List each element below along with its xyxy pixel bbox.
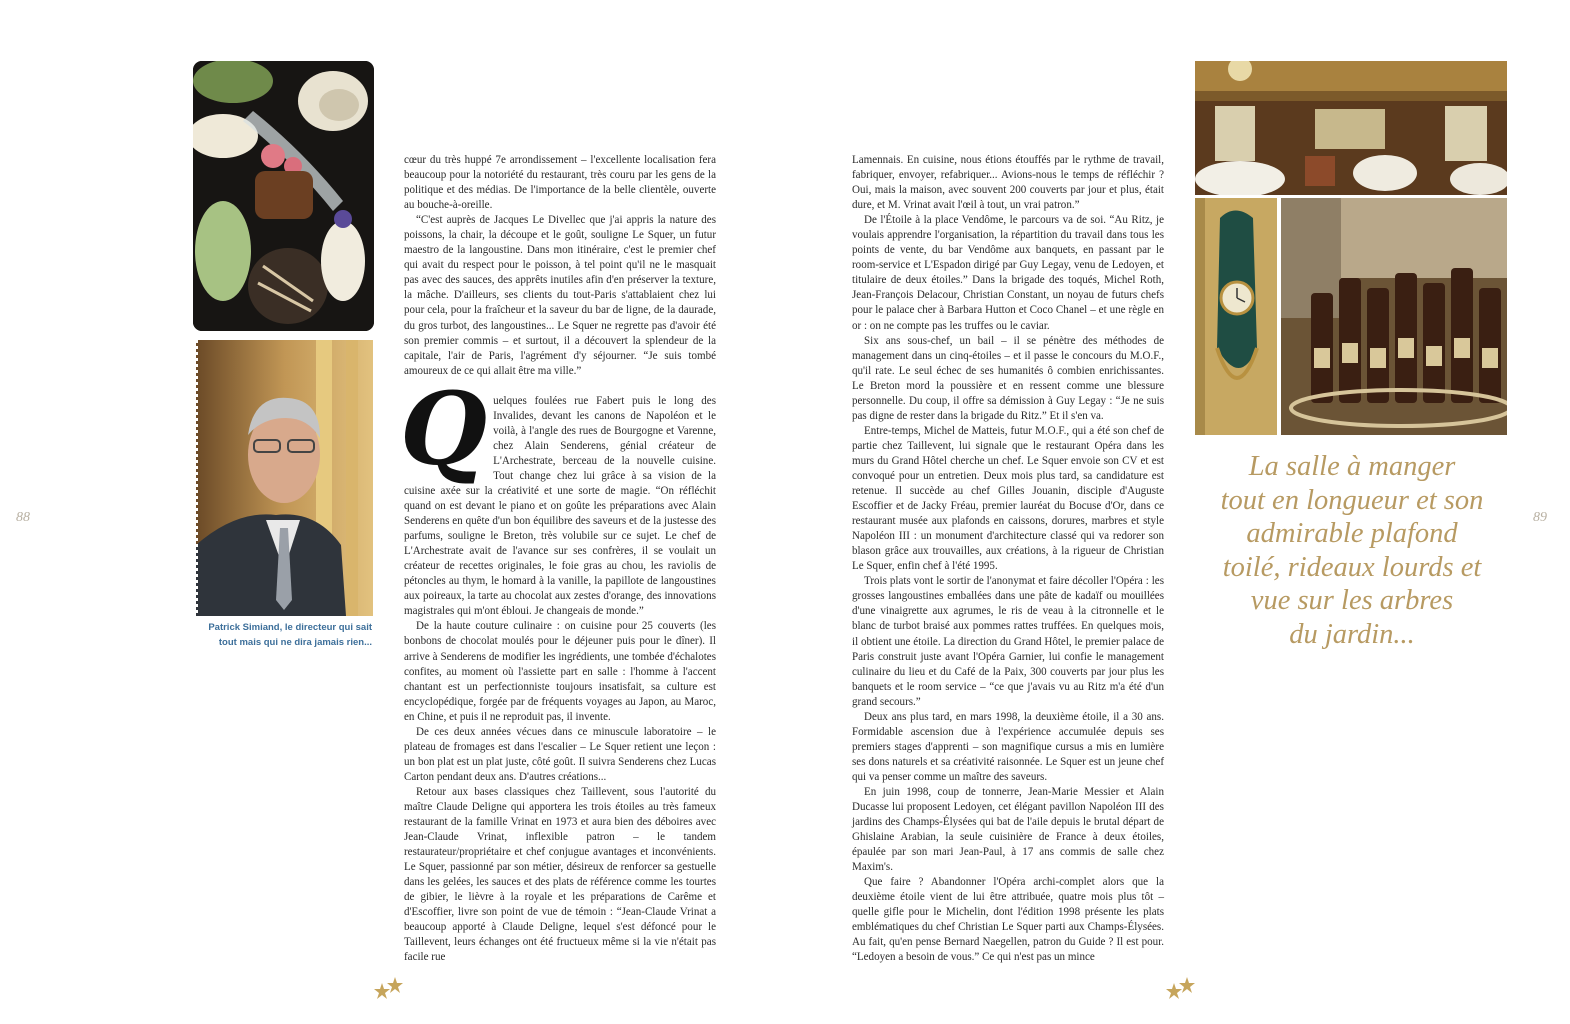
quote-line: vue sur les arbres <box>1250 585 1454 616</box>
dining-room-photo <box>1195 61 1507 195</box>
quote-line: toilé, rideaux lourds et <box>1222 551 1482 583</box>
article-column-2 <box>852 153 1164 966</box>
paragraph: Six ans sous-chef, un bail – il se pénètre des méthodes de management dans un cinq-étoiles – et il passe le concours du M.O.F., qu'il rate. Le seul échec de ses humanités ô combien enrichissantes. Le Breton mord la poussière et en ressent comme une blessure personnelle. Du coup, il offre sa démission à Guy Legay : “Je ne suis pas digne de rester dans la brigade du Ritz.” Et il s'en va. <box>852 334 1164 422</box>
page-number-left: 88 <box>16 510 30 525</box>
paragraph: Lamennais. En cuisine, nous étions étouffés par le rythme de travail, fabriquer, envoyer, refabriquer... Avions-nous le temps de réfléchir ? Oui, mais la maison, avec souvent 200 couverts par jour et plus, était dure, et M. Vrinat avait l'œil à tout, un vrai patron.” <box>852 154 1164 212</box>
caption-line-1: Patrick Simiand, le directeur qui sait <box>208 622 372 633</box>
plated-dish-photo <box>193 61 374 331</box>
portrait-caption <box>196 620 372 650</box>
ornate-clock-photo <box>1195 198 1277 435</box>
paragraph: Deux ans plus tard, en mars 1998, la deuxième étoile, il a 30 ans. Formidable ascension due à l'expérience accumulée depuis ses premiers stages d'apprenti – son magnifique cursus a mis en lumière ses dons naturels et sa créativité raisonnée. Le Squer est un jeune chef qui va penser comme un maître des saveurs. <box>852 710 1164 783</box>
paragraph: En juin 1998, coup de tonnerre, Jean-Marie Messier et Alain Ducasse lui proposent Ledoyen, cet élégant pavillon Napoléon III des jardins des Champs-Élysées qui bat de l'aile depuis le brutal départ de Ghislaine Arabian, la seule cuisinière de France à deux étoiles, épaulée par son mari Jean-Paul, à 17 ans commis de salle chez Maxim's. <box>852 785 1164 874</box>
paragraph: De la haute couture culinaire : on cuisine pour 25 couverts (les bonbons de chocolat moulés pour le déjeuner puis pour le dîner). Il arrive à Senderens de modifier les ingrédients, une tombée d'échalotes confites, au moment où l'assiette part en salle : l'homme à l'accent chantant est un perfectionniste toujours insatisfait, sa culture est encyclopédique, forgée par de fréquents voyages au Japon, au Maroc, en Chine, et puis il ne reproduit pas, il invente. <box>404 620 716 723</box>
pull-quote <box>1220 450 1484 651</box>
paragraph: Entre-temps, Michel de Matteis, futur M.O.F., qui a été son chef de partie chez Taillevent, lui signale que le restaurant Opéra dans les murs du Grand Hôtel cherche un chef. Le Squer envoie son CV et est convoqué pour un entretien. Deux mois plus tard, sa candidature est retenue. Il succède au chef Gilles Jouanin, disciple d'Auguste Escoffier et de Jacky Fréau, premier lauréat du Bocuse d'Or, dans ce restaurant musée aux plafonds en caissons, dorures, marbres et style Napoléon III : un monument d'architecture classé qui va redorer son blason grâce aux trouvailles, aux créations, à la rigueur de Christian Le Squer, enfin chef à l'été 1995. <box>852 424 1164 573</box>
caption-line-2: tout mais qui ne dira jamais rien... <box>218 637 372 648</box>
paragraph: De ces deux années vécues dans ce minuscule laboratoire – le plateau de fromages est dans l'escalier – Le Squer retient une leçon : un bon plat est un plat juste, côté goût. Il suivra Senderens chez Lucas Carton pendant deux ans. D'autres créations... <box>404 725 716 783</box>
article-column-1 <box>400 153 716 965</box>
paragraph: “C'est auprès de Jacques Le Divellec que j'ai appris la nature des poissons, la chair, la découpe et le goût, souligne Le Squer, un futur maestro de la langoustine. Dans mon itinéraire, c'est le premier chef qui avait du respect pour le poisson, à tel point qu'il ne le masquait pas avec des sauces, des apprêts inutiles afin d'en préserver la texture, la mâche. D'ailleurs, ses clients du tout-Paris s'attablaient chez lui pour cela, pour la fraîcheur et la saveur du bar de ligne, de la daurade, du gros turbot, des langoustines... Le Squer ne regrette pas d'avoir été son premier commis – et surtout, il a découvert la splendeur de la capitale, l'air de Paris, l'agrément d'y séjourner. “Je suis tombé amoureux de ce qui allait être ma ville.” <box>404 214 716 377</box>
quote-line: du jardin... <box>1289 618 1415 650</box>
quote-line: tout en longueur et son <box>1220 484 1484 516</box>
stamp-edge <box>194 340 198 616</box>
paragraph-with-dropcap <box>400 369 716 620</box>
liqueur-trolley-photo <box>1281 198 1507 435</box>
paragraph: cœur du très huppé 7e arrondissement – l'excellente localisation fera beaucoup pour la notoriété du restaurant, très couru par les gens de la politique et des médias. De l'importance de la belle clientèle, ouverte au bouche-à-oreille. <box>404 154 716 212</box>
drop-cap: Q <box>400 369 488 488</box>
quote-line: La salle à manger <box>1248 451 1456 482</box>
paragraph: Que faire ? Abandonner l'Opéra archi-complet alors que la deuxième étoile vient de lui être attribuée, quatre mois plus tôt – quelle gifle pour le Michelin, dont l'édition 1998 présente les plats emblématiques du chef Christian Le Squer parti aux Champs-Élysées. Au fait, qu'en pense Bernard Naegellen, patron du Guide ? Il est pour. “Ledoyen a besoin de vous.” Ce qui n'est pas un mince <box>852 876 1164 964</box>
dropcap-text: uelques foulées rue Fabert puis le long des Invalides, devant les canons de Napoléon et le voilà, à l'angle des rues de Bourgogne et Varenne, chez Alain Senderens, génial créateur de L'Archestrate, berceau de la nouvelle cuisine. Tout change chez lui grâce à sa vision de la cuisine axée sur la créativité et une sorte de magie. “On réfléchit quand on est devant le piano et on goûte les préparations avec Alain Senderens en quête d'un bon équilibre des saveurs et de la justesse des parfums, souligne le Breton, très volubile sur ce sujet. Le chef de L'Archestrate avait de l'avance sur ses confrères, il se voulait un créateur de recettes originales, le foie gras au chou, les raviolis de pétoncles au thym, le homard à la vanille, la papillote de langoustines aux poireaux, la tarte au chocolat aux zestes d'orange, des innovations magistrales qui m'ont ébloui. Je changeais de monde.” <box>404 394 716 618</box>
page-number-right: 89 <box>1533 510 1547 525</box>
paragraph: Retour aux bases classiques chez Taillevent, sous l'autorité du maître Claude Deligne qui apportera les trois étoiles au très fameux restaurant de la famille Vrinat en 1973 et aura bien des déboires avec Jean-Claude Vrinat, inflexible patron – le tandem restaurateur/propriétaire et chef conjugue avantages et inconvénients. Le Squer, passionné par son métier, désireux de renforcer sa gestuelle dans les gelées, les sauces et des plats de référence comme les tourtes de gibier, le lièvre à la royale et les préparations de Carême et d'Escoffier, livre son point de vue de témoin : “Jean-Claude Vrinat a beaucoup apporté à Claude Deligne, lequel s'est défoncé pour le Taillevent, leurs échanges ont été fructueux même si la vie n'était pas facile rue <box>404 785 716 964</box>
paragraph: Trois plats vont le sortir de l'anonymat et faire décoller l'Opéra : les grosses langoustines emballées dans une pâte de kadaïf ou mouillées d'une vinaigrette aux agrumes, le ris de veau à la citronnelle et le blanc de turbot braisé aux pommes rattes truffées. En quelques mois, il obtient une étoile. La direction du Grand Hôtel, le premier palace de Paris construit juste avant l'Opéra Garnier, lui confie le management culinaire du lieu et du Café de la Paix, 300 couverts par jour plus les banquets et le room service – “ce que j'avais vu au Ritz m'a été d'un grand secours.” <box>852 575 1164 708</box>
paragraph: De l'Étoile à la place Vendôme, le parcours va de soi. “Au Ritz, je voulais apprendre l'organisation, la répartition du travail dans tous les points de vente, du bar Vendôme aux banquets, en passant par le room-service et L'Espadon dirigé par Guy Legay, venu de Ledoyen, et titulaire de deux étoiles.” Dans la brigade des toqués, Michel Roth, Jean-François Delacour, Christian Constant, un noyau de futurs chefs pour le palace cher à Barbara Hutton et Coco Chanel – et une règle en or : on ne compte pas les truffes ou le caviar. <box>852 214 1164 332</box>
star-ornament-left-icon <box>373 975 405 1001</box>
star-ornament-right-icon <box>1165 975 1197 1001</box>
director-portrait-photo <box>196 340 373 616</box>
quote-line: admirable plafond <box>1246 518 1458 549</box>
